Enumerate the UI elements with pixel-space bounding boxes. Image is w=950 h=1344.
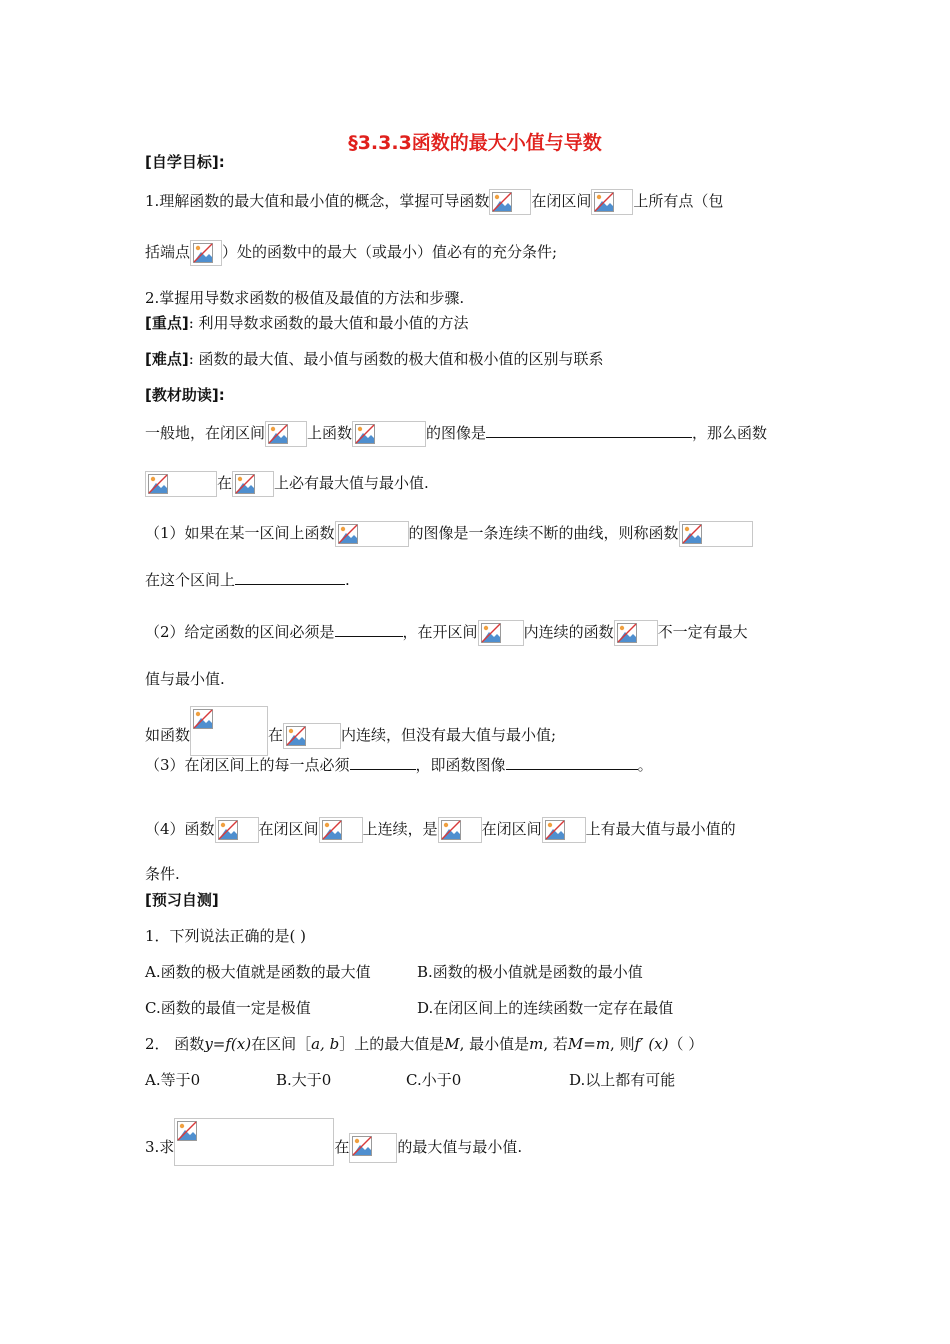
point-3: [145, 755, 653, 775]
question-text: 在区间［: [251, 1035, 312, 1053]
reading-text: ，在开区间: [402, 623, 478, 641]
key-point: [145, 313, 469, 333]
broken-image-icon: [190, 240, 222, 266]
point-4-line-2: 条件.: [145, 865, 180, 883]
reading-line-2: [145, 471, 429, 497]
question-text: ］上的最大值是: [339, 1035, 445, 1053]
goal-1-text: 在闭区间: [531, 192, 592, 210]
goal-1-line-2: [145, 240, 557, 266]
reading-text: 不一定有最大: [657, 623, 748, 641]
broken-image-icon: [679, 521, 753, 547]
reading-text: 内连续的函数: [523, 623, 614, 641]
reading-text: 上有最大值与最小值的: [585, 820, 736, 838]
point-2-line-1: [145, 620, 748, 646]
reading-header: [教材助读]:: [145, 386, 225, 404]
reading-text: 在闭区间: [481, 820, 542, 838]
point-1-line-2: [145, 570, 350, 590]
reading-text: 的图像是: [426, 424, 487, 442]
reading-text: ，即函数图像: [415, 756, 506, 774]
broken-image-icon: [335, 521, 409, 547]
fill-blank[interactable]: [350, 755, 416, 770]
reading-line-1: [145, 421, 767, 447]
goal-2: 2.掌握用导数求函数的极值及最值的方法和步骤.: [145, 289, 465, 307]
formula: f′ (x): [634, 1035, 669, 1053]
formula: M=m: [567, 1035, 611, 1053]
reading-text: 内连续，但没有最大值与最小值;: [341, 726, 557, 744]
difficult-text: : 函数的最大值、最小值与函数的极大值和极小值的区别与联系: [188, 350, 604, 368]
question-text: , 则: [610, 1035, 635, 1053]
reading-text: （1）如果在某一区间上函数: [145, 524, 335, 542]
goal-1-text: 1.理解函数的最大值和最小值的概念，掌握可导函数: [145, 192, 490, 210]
broken-image-icon: [349, 1133, 397, 1163]
broken-image-icon: [478, 620, 524, 646]
broken-image-icon: [319, 817, 363, 843]
fill-blank[interactable]: [486, 423, 692, 438]
question-text: （ ）: [668, 1035, 704, 1053]
fill-blank[interactable]: [235, 570, 345, 585]
broken-image-icon: [232, 471, 274, 497]
difficult-point: [145, 349, 604, 369]
reading-text: 。: [637, 756, 653, 774]
option-b[interactable]: B.函数的极小值就是函数的最小值: [417, 963, 643, 981]
page-title: §3.3.3函数的最大小值与导数: [348, 132, 602, 154]
reading-text: 上连续，是: [362, 820, 438, 838]
key-label: [重点]: [145, 314, 189, 332]
broken-image-icon: [438, 817, 482, 843]
question-3: [145, 1118, 522, 1166]
reading-text: （3）在闭区间上的每一点必须: [145, 756, 350, 774]
goals-header: [自学目标]:: [145, 153, 225, 171]
option-c[interactable]: C.小于0: [406, 1071, 462, 1089]
option-c[interactable]: C.函数的最值一定是极值: [145, 999, 311, 1017]
point-1-line-1: [145, 521, 753, 547]
reading-text: 在: [268, 726, 284, 744]
reading-text: 上函数: [307, 424, 353, 442]
goal-1-text: 上所有点（包: [633, 192, 724, 210]
point-4-line-1: [145, 817, 736, 843]
reading-text: 在: [217, 474, 233, 492]
broken-image-icon: [489, 189, 531, 215]
point-2-line-3: [145, 706, 556, 756]
formula: m: [529, 1035, 544, 1053]
broken-image-icon: [215, 817, 259, 843]
option-d[interactable]: D.以上都有可能: [569, 1071, 676, 1089]
fill-blank[interactable]: [506, 755, 638, 770]
formula: M: [444, 1035, 460, 1053]
reading-text: 的图像是一条连续不断的曲线，则称函数: [408, 524, 679, 542]
formula: y=f(x): [204, 1035, 252, 1053]
fill-blank[interactable]: [335, 622, 403, 637]
question-1-options-row-1: [145, 962, 643, 982]
question-text: 2． 函数: [145, 1035, 205, 1053]
question-text: 3.求: [145, 1138, 175, 1156]
difficult-label: [难点]: [145, 350, 189, 368]
reading-text: （4）函数: [145, 820, 215, 838]
broken-image-icon: [352, 421, 426, 447]
goal-1-text: 括端点: [145, 243, 191, 261]
question-text: , 最小值是: [459, 1035, 530, 1053]
option-b[interactable]: B.大于0: [276, 1071, 332, 1089]
option-a[interactable]: A.函数的极大值就是函数的最大值: [145, 963, 371, 981]
reading-text: .: [345, 571, 350, 589]
reading-text: 在这个区间上: [145, 571, 236, 589]
broken-image-icon: [174, 1118, 334, 1166]
question-text: 在: [334, 1138, 350, 1156]
point-2-line-2: 值与最小值.: [145, 670, 225, 688]
reading-text: 上必有最大值与最小值.: [274, 474, 429, 492]
reading-text: 在闭区间: [258, 820, 319, 838]
goal-1-text: ）处的函数中的最大（或最小）值必有的充分条件;: [222, 243, 558, 261]
broken-image-icon: [265, 421, 307, 447]
reading-text: （2）给定函数的区间必须是: [145, 623, 335, 641]
goal-1-line: [145, 189, 723, 215]
broken-image-icon: [190, 706, 268, 756]
question-1: 1．下列说法正确的是( ): [145, 927, 307, 945]
reading-text: ，那么函数: [692, 424, 768, 442]
question-1-options-row-2: [145, 998, 673, 1018]
reading-text: 如函数: [145, 726, 191, 744]
broken-image-icon: [542, 817, 586, 843]
question-text: 的最大值与最小值.: [397, 1138, 523, 1156]
key-text: : 利用导数求函数的最大值和最小值的方法: [188, 314, 469, 332]
broken-image-icon: [283, 723, 341, 749]
pretest-header: [预习自测]: [145, 891, 219, 909]
formula: a, b: [311, 1035, 340, 1053]
option-a[interactable]: A.等于0: [145, 1071, 201, 1089]
question-text: , 若: [543, 1035, 568, 1053]
option-d[interactable]: D.在闭区间上的连续函数一定存在最值: [417, 999, 674, 1017]
broken-image-icon: [614, 620, 658, 646]
broken-image-icon: [145, 471, 217, 497]
question-2: [145, 1034, 703, 1054]
question-2-options: [145, 1070, 675, 1090]
reading-text: 一般地，在闭区间: [145, 424, 266, 442]
broken-image-icon: [591, 189, 633, 215]
